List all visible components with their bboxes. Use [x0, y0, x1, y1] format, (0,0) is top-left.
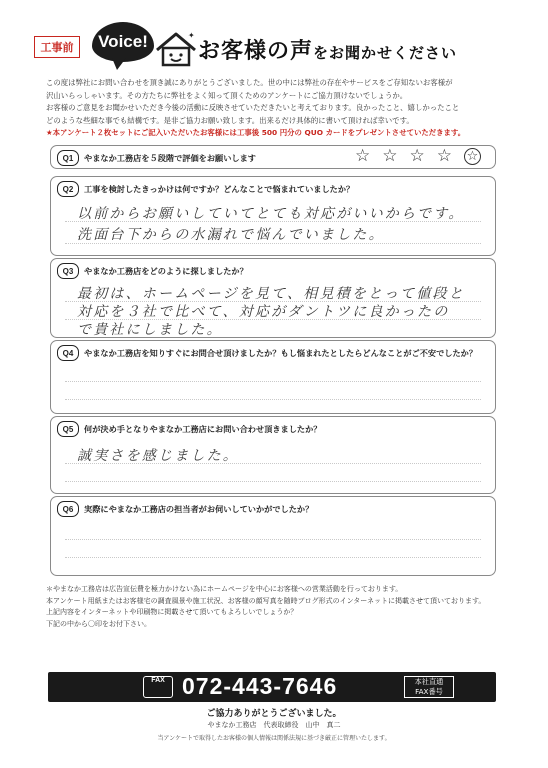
fax-label-line: 本社直通 — [414, 677, 444, 686]
privacy-notice: 当アンケートで取得したお客様の個人情報は関係法規に基づき厳正に管理いたします。 — [157, 735, 391, 742]
disclaimer-notes — [46, 584, 516, 630]
note-line: 本アンケート用紙またはお客様宅の調査風景や施工状況、お客様の顔写真を随時ブログ形式のインターネットに掲載させて頂いております。 — [46, 596, 486, 605]
intro-text — [46, 77, 506, 140]
question-box-q1 — [50, 145, 496, 169]
voice-speech-bubble: Voice! — [92, 22, 154, 62]
stage-badge: 工事前 — [34, 36, 80, 58]
question-box-q5 — [50, 416, 496, 494]
fax-icon-label: FAX — [151, 677, 165, 684]
intro-line: 沢山いらっしゃいます。その方たちに弊社をよく知って頂くためのアンケートにご協力頂けないでしょうか。 — [46, 90, 408, 100]
intro-line: この度は弊社にお問い合わせを頂き誠にありがとうございました。世の中には弊社の存在やサービスをご存知ないお客様が — [46, 78, 453, 87]
fax-label-box — [404, 676, 454, 698]
note-line: 下記の中から〇印をお付下さい。 — [46, 619, 151, 628]
handwritten-answer: で貴社にしました。 — [77, 322, 223, 338]
svg-text:✦: ✦ — [188, 31, 195, 40]
thanks-message: ご協力ありがとうございました。 — [206, 709, 342, 719]
company-signature: やまなか工務店 代表取締役 山中 真二 — [207, 721, 341, 729]
question-box-q2 — [50, 176, 496, 256]
question-text: やまなか工務店を５段階で評価をお願いします — [84, 152, 256, 163]
question-box-q3 — [50, 258, 496, 338]
note-line: 上記内容をインターネットや印刷物に掲載させて頂いてもよろしいでしょうか？ — [46, 608, 298, 617]
question-text: 何が決め手となりやまなか工務店にお問い合わせ頂きましたか？ — [84, 423, 322, 434]
question-box-q6 — [50, 496, 496, 576]
question-text: やまなか工務店を知りすぐにお問合せ頂けましたか？もし悩まれたとしたらどんなことがご不安でしたか？ — [84, 347, 478, 358]
page-title — [198, 34, 457, 65]
handwritten-answer: 最初は、ホームページを見て、相見積をとって値段と — [77, 286, 465, 302]
note-line: ＊やまなか工務店は広告宣伝費を極力かけない為にホームページを中心にお客様への営業活動を行っております。 — [46, 585, 403, 593]
rating-stars[interactable] — [355, 148, 481, 165]
handwritten-answer: 洗面台下からの水漏れで悩んでいました。 — [77, 227, 385, 243]
handwritten-answer: 以前からお願いしていてとても対応がいいからです。 — [77, 206, 465, 222]
house-icon — [154, 30, 198, 68]
star-icon[interactable]: ☆ — [436, 146, 452, 166]
question-number: Q5 — [57, 421, 79, 437]
question-number: Q1 — [57, 150, 79, 166]
question-number: Q2 — [57, 181, 79, 197]
fax-number: 072-443-7646 — [182, 673, 338, 699]
question-number: Q6 — [57, 501, 79, 517]
star-icon[interactable]: ☆ — [355, 146, 371, 166]
intro-line: お客様のご意見をお聞かせいただき今後の活動に反映させていただきたいと考えております。良かったこと、嬉しかったこと — [46, 103, 460, 113]
question-number: Q4 — [57, 345, 79, 361]
speech-bubble-tail — [112, 58, 126, 70]
fax-label-line: FAX番号 — [415, 687, 443, 696]
star-selected-icon[interactable]: ☆ — [464, 148, 481, 165]
question-text: やまなか工務店をどのように探しましたか？ — [84, 265, 248, 276]
title-main: お客様の声 — [198, 39, 314, 64]
question-text: 工事を検討したきっかけは何ですか？どんなことで悩まれていましたか？ — [84, 183, 355, 194]
star-icon[interactable]: ☆ — [409, 146, 425, 166]
question-number: Q3 — [57, 263, 79, 279]
question-text: 実際にやまなか工務店の担当者がお伺いしていかがでしたか？ — [84, 503, 314, 514]
fax-machine-icon — [143, 676, 173, 698]
handwritten-answer: 対応を３社で比べて、対応がダントツに良かったの — [77, 304, 450, 320]
handwritten-answer: 誠実さを感じました。 — [77, 448, 239, 464]
title-suffix: をお聞かせください — [313, 44, 458, 62]
intro-line: どのような些細な事でも結構です。是非ご協力お願い致します。出来るだけ具体的に書いて頂ければ幸いです。 — [46, 115, 414, 125]
star-icon[interactable]: ☆ — [382, 146, 398, 166]
promo-line: ★本アンケート２枚セットにご記入いただいたお客様には工事後 500 円分の QUO カードをプレゼントさせていただきます。 — [46, 128, 466, 138]
question-box-q4 — [50, 340, 496, 414]
fax-banner — [48, 672, 496, 702]
